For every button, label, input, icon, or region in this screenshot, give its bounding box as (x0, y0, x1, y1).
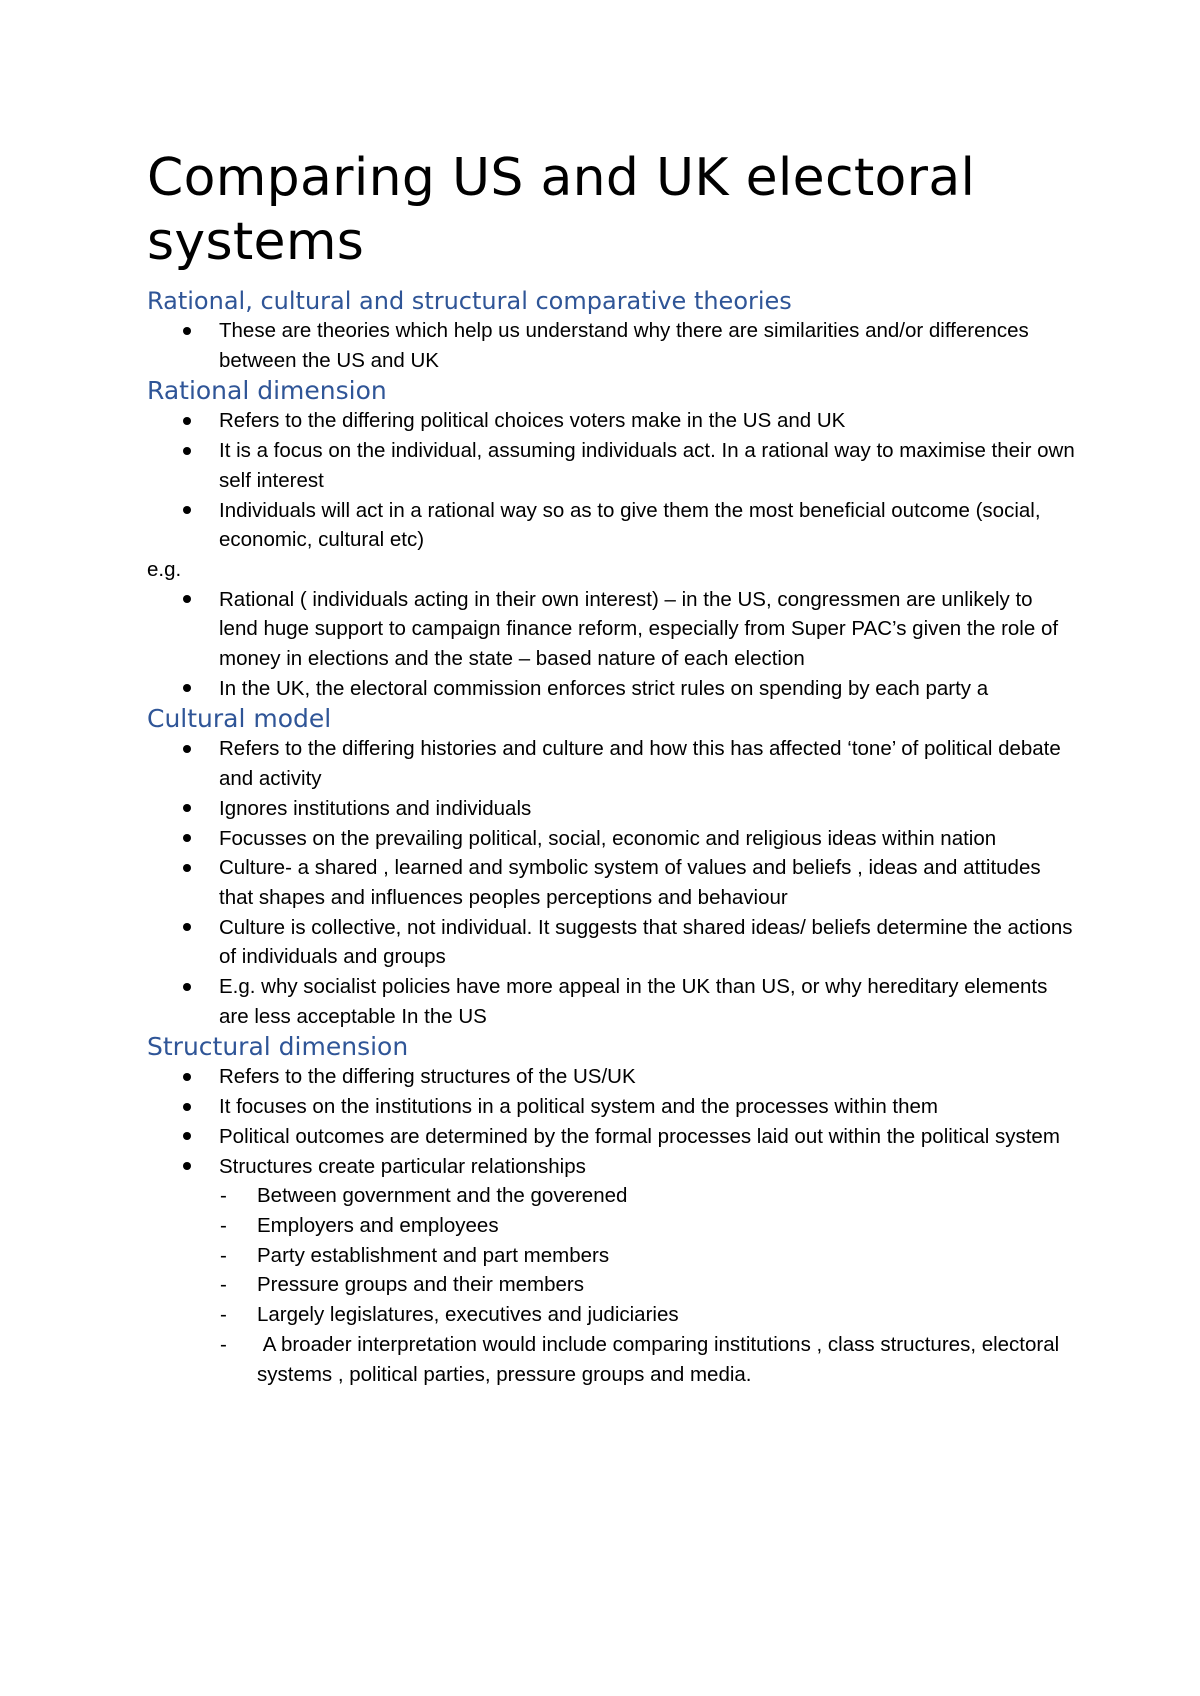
dash-list-item (147, 1330, 1077, 1389)
document-page (147, 146, 1077, 1389)
bullet-icon (183, 327, 191, 335)
list-item (147, 316, 1077, 375)
list-item-text: Refers to the differing histories and culture and how this has affected ‘tone’ of political debate and activity (219, 737, 1061, 791)
section-heading-cultural: Cultural model (147, 704, 332, 734)
list-item-text: Pressure groups and their members (257, 1273, 585, 1297)
list-item-text: Party establishment and part members (257, 1243, 610, 1267)
list-item (147, 853, 1077, 912)
list-item-text: Ignores institutions and individuals (219, 796, 532, 820)
list-item (147, 585, 1077, 674)
bullet-icon (183, 417, 191, 425)
structural-list (147, 1062, 1077, 1181)
structural-dash-list (147, 1181, 1077, 1389)
dash-icon: - (220, 1273, 227, 1297)
list-item (147, 913, 1077, 972)
list-item (147, 1122, 1077, 1152)
list-item (147, 734, 1077, 793)
dash-icon: - (220, 1243, 227, 1267)
list-item-text: Largely legislatures, executives and judiciaries (257, 1303, 679, 1327)
list-item (147, 824, 1077, 854)
list-item-text: Refers to the differing structures of the US/UK (219, 1065, 636, 1089)
list-item-text: E.g. why socialist policies have more appeal in the UK than US, or why hereditary elements are less acceptable In the US (219, 975, 1048, 1028)
bullet-icon (183, 1103, 191, 1111)
dash-icon: - (220, 1332, 227, 1356)
bullet-icon (183, 1073, 191, 1081)
document-subtitle: Rational, cultural and structural comparative theories (147, 287, 792, 315)
list-item (147, 406, 1077, 436)
list-item-text: These are theories which help us understand why there are similarities and/or differences between the US and UK (219, 319, 1029, 372)
list-item (147, 1092, 1077, 1122)
list-item-text: Political outcomes are determined by the formal processes laid out within the political system (219, 1124, 1060, 1148)
dash-list-item (147, 1270, 1077, 1300)
rational-example-list (147, 585, 1077, 704)
list-item-text: Employers and employees (257, 1213, 499, 1237)
list-item-text: It is a focus on the individual, assuming individuals act. In a rational way to maximise their own self interest (219, 439, 1075, 492)
list-item (147, 972, 1077, 1031)
list-item-text: Rational ( individuals acting in their own interest) – in the US, congressmen are unlikely to lend huge support to campaign finance reform, especially from Super PAC’s given the role of money in elections and the state – based nature of each election (219, 587, 1059, 671)
list-item-text: Between government and the goverened (257, 1184, 628, 1208)
dash-list-item (147, 1181, 1077, 1211)
cultural-list (147, 734, 1077, 1031)
bullet-icon (183, 684, 191, 692)
list-item-text: It focuses on the institutions in a political system and the processes within them (219, 1095, 939, 1119)
intro-list (147, 316, 1077, 375)
list-item-text: Structures create particular relationships (219, 1154, 586, 1178)
list-item (147, 1152, 1077, 1182)
list-item-text: Individuals will act in a rational way so as to give them the most beneficial outcome (social, economic, cultural etc) (219, 498, 1041, 552)
list-item-text: Focusses on the prevailing political, social, economic and religious ideas within nation (219, 826, 997, 850)
list-item (147, 1062, 1077, 1092)
list-item (147, 794, 1077, 824)
section-heading-structural: Structural dimension (147, 1032, 409, 1062)
bullet-icon (183, 506, 191, 514)
bullet-icon (183, 1162, 191, 1170)
bullet-icon (183, 834, 191, 842)
dash-list-item (147, 1300, 1077, 1330)
list-item (147, 496, 1077, 555)
bullet-icon (183, 447, 191, 455)
bullet-icon (183, 745, 191, 753)
list-item-text: In the UK, the electoral commission enforces strict rules on spending by each party a (219, 676, 989, 700)
list-item-text: Culture is collective, not individual. It suggests that shared ideas/ beliefs determine the actions of individuals and groups (219, 915, 1073, 969)
rational-list (147, 406, 1077, 555)
dash-list-item (147, 1211, 1077, 1241)
bullet-icon (183, 983, 191, 991)
dash-icon: - (220, 1213, 227, 1237)
bullet-icon (183, 595, 191, 603)
dash-list-item (147, 1241, 1077, 1271)
list-item-text: Culture- a shared , learned and symbolic system of values and beliefs , ideas and attitudes that shapes and influences peoples perceptions and behaviour (219, 856, 1041, 909)
list-item-text: A broader interpretation would include comparing institutions , class structures, electoral systems , political parties, pressure groups and media. (257, 1332, 1065, 1386)
dash-icon: - (220, 1303, 227, 1327)
dash-icon: - (220, 1184, 227, 1208)
document-title: Comparing US and UK electoral systems (147, 148, 976, 272)
bullet-icon (183, 864, 191, 872)
list-item-text: Refers to the differing political choices voters make in the US and UK (219, 409, 846, 433)
eg-label: e.g. (147, 557, 182, 581)
list-item (147, 674, 1077, 704)
bullet-icon (183, 1132, 191, 1140)
list-item (147, 436, 1077, 495)
bullet-icon (183, 923, 191, 931)
section-heading-rational: Rational dimension (147, 376, 387, 406)
bullet-icon (183, 804, 191, 812)
